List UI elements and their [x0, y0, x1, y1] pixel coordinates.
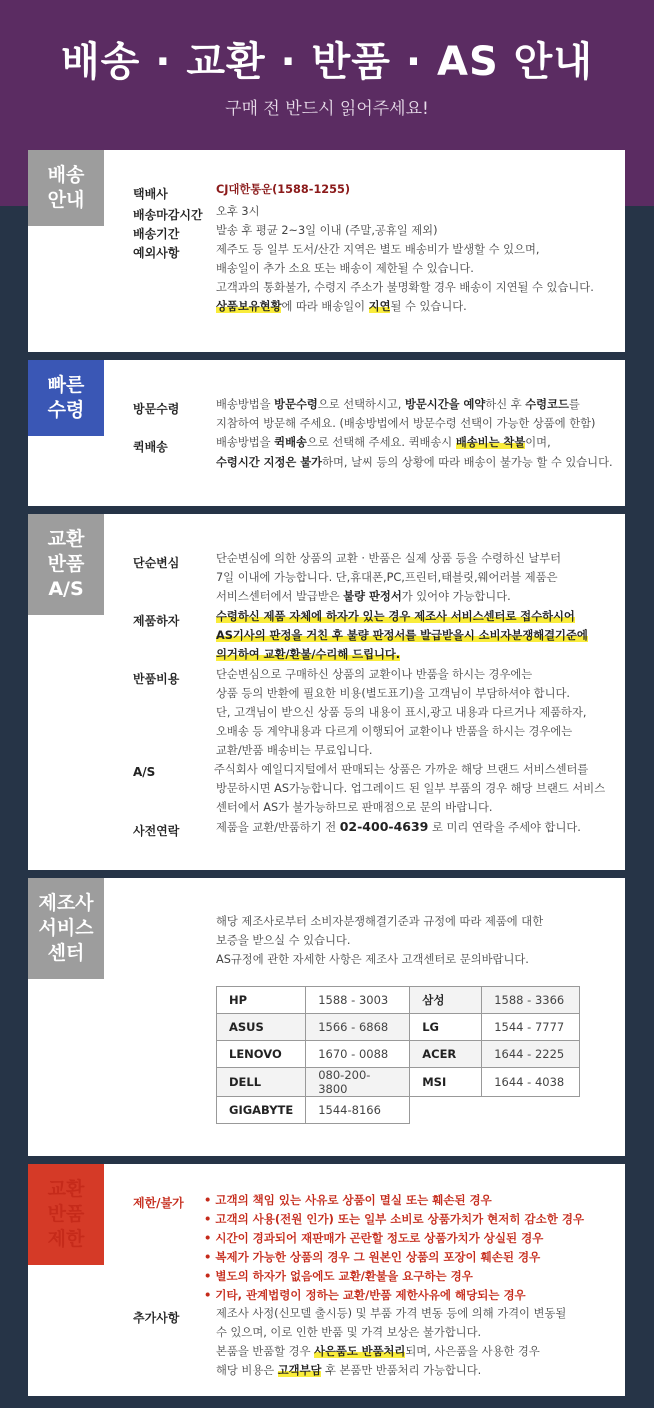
visit-line: 배송방법을 방문수령으로 선택하시고, 방문시간을 예약하신 후 수령코드를 [216, 398, 580, 411]
limit-item: • 별도의 하자가 없음에도 교환/환불을 요구하는 경우 [204, 1269, 473, 1283]
quick-badge: 빠른 수령 [28, 360, 104, 436]
limit-label: 제한/불가 [133, 1196, 184, 1210]
cost-line: 오배송 등 계약내용과 다르게 이행되어 교환이나 반품을 하시는 경우에는 [216, 725, 573, 738]
quick-delivery-label: 퀵배송 [133, 440, 168, 454]
as-line: 주식회사 예일디지털에서 판매되는 상품은 가까운 해당 브랜드 서비스센터를 [214, 763, 589, 776]
as-label: A/S [133, 765, 156, 779]
visit-line: 지참하여 방문해 주세요. (배송방법에서 방문수령 선택이 가능한 상품에 한함) [216, 417, 596, 430]
extra-label: 추가사항 [133, 1311, 180, 1325]
simple-change-label: 단순변심 [133, 556, 180, 570]
cost-line: 단, 고객님이 받으신 상품 등의 내용이 표시,광고 내용과 다르거나 제품하자, [216, 706, 587, 719]
simple-line: 서비스센터에서 발급받은 불량 판정서가 있어야 가능합니다. [216, 590, 511, 603]
page-subtitle: 구매 전 반드시 읽어주세요! [225, 99, 429, 119]
courier-label: 택배사 [133, 187, 168, 201]
defect-line: AS기사의 판정을 거친 후 불량 판정서를 발급받을시 소비자분쟁해결기준에 [216, 629, 588, 642]
service-card [28, 878, 625, 1156]
contact-label: 사전연락 [133, 824, 180, 838]
limits-card [28, 1164, 625, 1396]
exception-line: 배송일이 추가 소요 또는 배송이 제한될 수 있습니다. [216, 262, 474, 275]
contact-phone: 02-400-4639 [339, 819, 429, 834]
page-title: 배송 · 교환 · 반품 · AS 안내 [61, 39, 593, 85]
exception-line: 제주도 등 일부 도서/산간 지역은 별도 배송비가 발생할 수 있으며, [216, 243, 540, 256]
service-intro-line: 해당 제조사로부터 소비자분쟁해결기준과 규정에 따라 제품에 대한 [216, 915, 544, 928]
courier-value: CJ대한통운(1588-1255) [216, 183, 351, 196]
defect-label: 제품하자 [133, 614, 180, 628]
exchange-badge: 교환 반품 A/S [28, 514, 104, 615]
limit-item: • 고객의 사용(전원 인가) 또는 일부 소비로 상품가치가 현저히 감소한 경우 [204, 1212, 585, 1226]
as-line: 센터에서 AS가 불가능하므로 판매점으로 문의 바랍니다. [216, 801, 493, 814]
period-label: 배송기간 [133, 227, 180, 241]
delivery-badge: 배송 안내 [28, 150, 104, 226]
as-line: 방문하시면 AS가능합니다. 업그레이드 된 일부 부품의 경우 해당 브랜드 서비스 [216, 782, 606, 795]
cutoff-label: 배송마감시간 [133, 208, 203, 222]
cost-line: 교환/반품 배송비는 무료입니다. [216, 744, 373, 757]
extra-line: 수 있으며, 이로 인한 반품 및 가격 보상은 불가합니다. [216, 1326, 482, 1339]
quick-card [28, 360, 625, 506]
extra-line: 해당 비용은 고객부담 후 본품만 반품처리 가능합니다. [216, 1364, 482, 1377]
exception-label: 예외사항 [133, 246, 180, 260]
return-cost-label: 반품비용 [133, 672, 180, 686]
highlight-text: 지연 [368, 300, 391, 313]
extra-line: 제조사 사정(신모델 출시등) 및 부품 가격 변동 등에 의해 가격이 변동될 [216, 1307, 567, 1320]
limit-item: • 고객의 책임 있는 사유로 상품이 멸실 또는 훼손된 경우 [204, 1193, 492, 1207]
cutoff-value: 오후 3시 [216, 205, 260, 218]
exception-line: 상품보유현황에 따라 배송일이 지연될 수 있습니다. [216, 300, 467, 313]
cost-line: 상품 등의 반환에 필요한 비용(별도표기)을 고객님이 부담하셔야 합니다. [216, 687, 571, 700]
table-row: DELL 080-200-3800 MSI 1644 - 4038 [217, 1068, 580, 1097]
table-row: HP 1588 - 3003 삼성 1588 - 3366 [217, 987, 580, 1014]
exchange-card [28, 514, 625, 870]
defect-line: 의거하여 교환/환불/수리해 드립니다. [216, 648, 401, 661]
extra-line: 본품을 반품할 경우 사은품도 반품처리되며, 사은품을 사용한 경우 [216, 1345, 540, 1358]
limits-badge: 교환 반품 제한 [28, 1164, 104, 1265]
highlight-text: 상품보유현황 [216, 300, 282, 313]
visit-label: 방문수령 [133, 402, 180, 416]
service-intro-line: AS규정에 관한 자세한 사항은 제조사 고객센터로 문의바랍니다. [216, 953, 529, 966]
highlight-text: 사은품도 반품처리 [314, 1345, 406, 1358]
simple-line: 단순변심에 의한 상품의 교환 · 반품은 실제 상품 등을 수령하신 날부터 [216, 552, 562, 565]
delivery-card [28, 150, 625, 352]
limit-item: • 기타, 관계법령이 정하는 교환/반품 제한사유에 해당되는 경우 [204, 1288, 526, 1302]
cost-line: 단순변심으로 구매하신 상품의 교환이나 반품을 하시는 경우에는 [216, 668, 533, 681]
service-badge: 제조사 서비스 센터 [28, 878, 104, 979]
service-center-table [216, 986, 580, 1124]
limit-item: • 시간이 경과되어 재판매가 곤란할 정도로 상품가치가 상실된 경우 [204, 1231, 544, 1245]
quick-line: 배송방법을 퀵배송으로 선택해 주세요. 퀵배송시 배송비는 착불이며, [216, 436, 551, 449]
table-row: ASUS 1566 - 6868 LG 1544 - 7777 [217, 1014, 580, 1041]
table-row: GIGABYTE 1544-8166 [217, 1097, 580, 1124]
defect-line: 수령하신 제품 자체에 하자가 있는 경우 제조사 서비스센터로 접수하시어 [216, 610, 575, 623]
contact-line: 제품을 교환/반품하기 전 02-400-4639 로 미리 연락을 주세야 합니다. [216, 819, 581, 834]
table-row: LENOVO 1670 - 0088 ACER 1644 - 2225 [217, 1041, 580, 1068]
quick-line: 수령시간 지정은 불가하며, 날씨 등의 상황에 따라 배송이 불가능 할 수 있습니다. [216, 456, 613, 469]
period-value: 발송 후 평균 2~3일 이내 (주말,공휴일 제외) [216, 224, 438, 237]
simple-line: 7일 이내에 가능합니다. 단,휴대폰,PC,프린터,태블릿,웨어러블 제품은 [216, 571, 558, 584]
highlight-text: 배송비는 착불 [455, 436, 526, 449]
limit-item: • 복제가 가능한 상품의 경우 그 원본인 상품의 포장이 훼손된 경우 [204, 1250, 541, 1264]
exception-line: 고객과의 통화불가, 수령지 주소가 불명확할 경우 배송이 지연될 수 있습니다. [216, 281, 594, 294]
highlight-text: 고객부담 [277, 1364, 322, 1377]
service-intro-line: 보증을 받으실 수 있습니다. [216, 934, 351, 947]
